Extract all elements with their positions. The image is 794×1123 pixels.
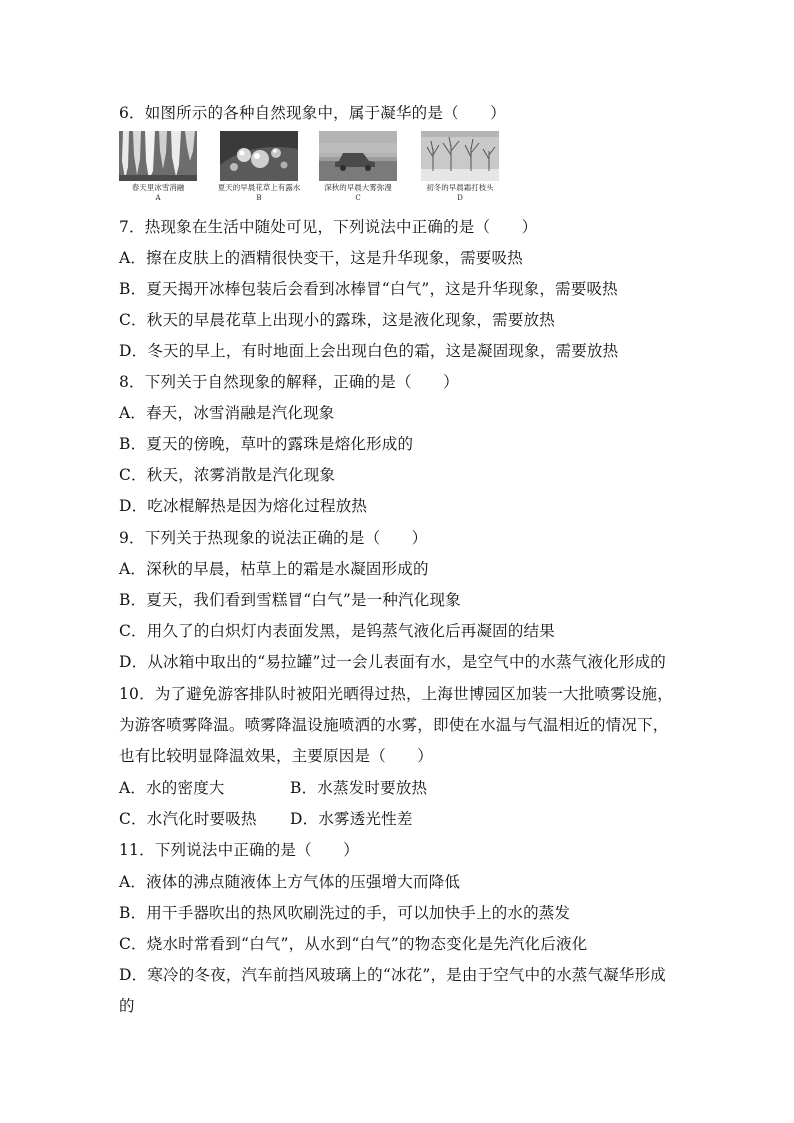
q9-option-a: A．深秋的早晨，枯草上的霜是水凝固形成的 [119,560,429,578]
q10-stem-line-3: 也有比较明显降温效果，主要原因是（ ） [119,747,434,765]
q8-stem: 8．下列关于自然现象的解释，正确的是（ ） [119,373,459,391]
q11-stem: 11．下列说法中正确的是（ ） [119,841,359,859]
q6-letter-b: B [256,194,262,202]
q6-image-a [119,131,197,206]
q8-option-c: C．秋天，浓雾消散是汽化现象 [119,466,336,484]
q6-image-row [119,131,509,206]
q6-stem: 6．如图所示的各种自然现象中，属于凝华的是（ ） [119,104,506,122]
q6-image-c [319,131,397,206]
q7-option-b: B．夏天揭开冰棒包装后会看到冰棒冒“白气”，这是升华现象，需要吸热 [119,280,618,298]
q6-caption-a: 春天里冰雪消融 [131,183,185,192]
q7-option-d: D．冬天的早上，有时地面上会出现白色的霜，这是凝固现象，需要放热 [119,342,619,360]
q11-option-c: C．烧水时常看到“白气”，从水到“白气”的物态变化是先汽化后液化 [119,935,588,953]
q10-option-d: D．水雾透光性差 [290,810,413,828]
q11-option-d-line-2: 的 [119,997,135,1015]
q10-stem-line-2: 为游客喷雾降温。喷雾降温设施喷洒的水雾，即使在水温与气温相近的情况下， [119,716,669,734]
q11-option-b: B．用干手器吹出的热风吹刷洗过的手，可以加快手上的水的蒸发 [119,904,571,922]
fog-photo [319,131,397,181]
q6-letter-a: A [155,194,161,202]
q7-option-c: C．秋天的早晨花草上出现小的露珠，这是液化现象，需要放热 [119,311,555,329]
frost-tree-photo [421,131,499,181]
q9-option-d: D．从冰箱中取出的“易拉罐”过一会儿表面有水，是空气中的水蒸气液化形成的 [119,653,666,671]
q8-option-b: B．夏天的傍晚，草叶的露珠是熔化形成的 [119,435,414,453]
q10-option-b: B．水蒸发时要放热 [290,779,428,797]
q10-option-a: A．水的密度大 [119,779,225,797]
q10-stem-line-1: 10．为了避免游客排队时被阳光晒得过热，上海世博园区加装一大批喷雾设施， [119,685,673,703]
q6-caption-d: 初冬的早晨霜打枝头 [426,183,494,192]
q8-option-d: D．吃冰棍解热是因为熔化过程放热 [119,497,368,515]
q8-option-a: A．春天，冰雪消融是汽化现象 [119,404,335,422]
q9-option-c: C．用久了的白炽灯内表面发黑，是钨蒸气液化后再凝固的结果 [119,622,555,640]
dew-on-leaf-photo [220,131,298,181]
q6-image-b [217,131,301,206]
q11-option-d-line-1: D．寒冷的冬夜，汽车前挡风玻璃上的“冰花”，是由于空气中的水蒸气凝华形成 [119,966,666,984]
q9-option-b: B．夏天，我们看到雪糕冒“白气”是一种汽化现象 [119,591,461,609]
q9-stem: 9．下列关于热现象的说法正确的是（ ） [119,529,428,547]
melting-snow-photo [119,131,197,181]
q6-letter-c: C [355,194,361,202]
q6-caption-b: 夏天的早晨花草上有露水 [217,183,301,192]
q11-option-a: A．液体的沸点随液体上方气体的压强增大而降低 [119,873,461,891]
q7-stem: 7．热现象在生活中随处可见，下列说法中正确的是（ ） [119,218,538,236]
q6-caption-c: 深秋的早晨大雾弥漫 [324,183,392,192]
q6-letter-d: D [457,194,463,202]
q7-option-a: A．擦在皮肤上的酒精很快变干，这是升华现象，需要吸热 [119,249,523,267]
q10-option-c: C．水汽化时要吸热 [119,810,257,828]
q6-image-d [421,131,499,206]
